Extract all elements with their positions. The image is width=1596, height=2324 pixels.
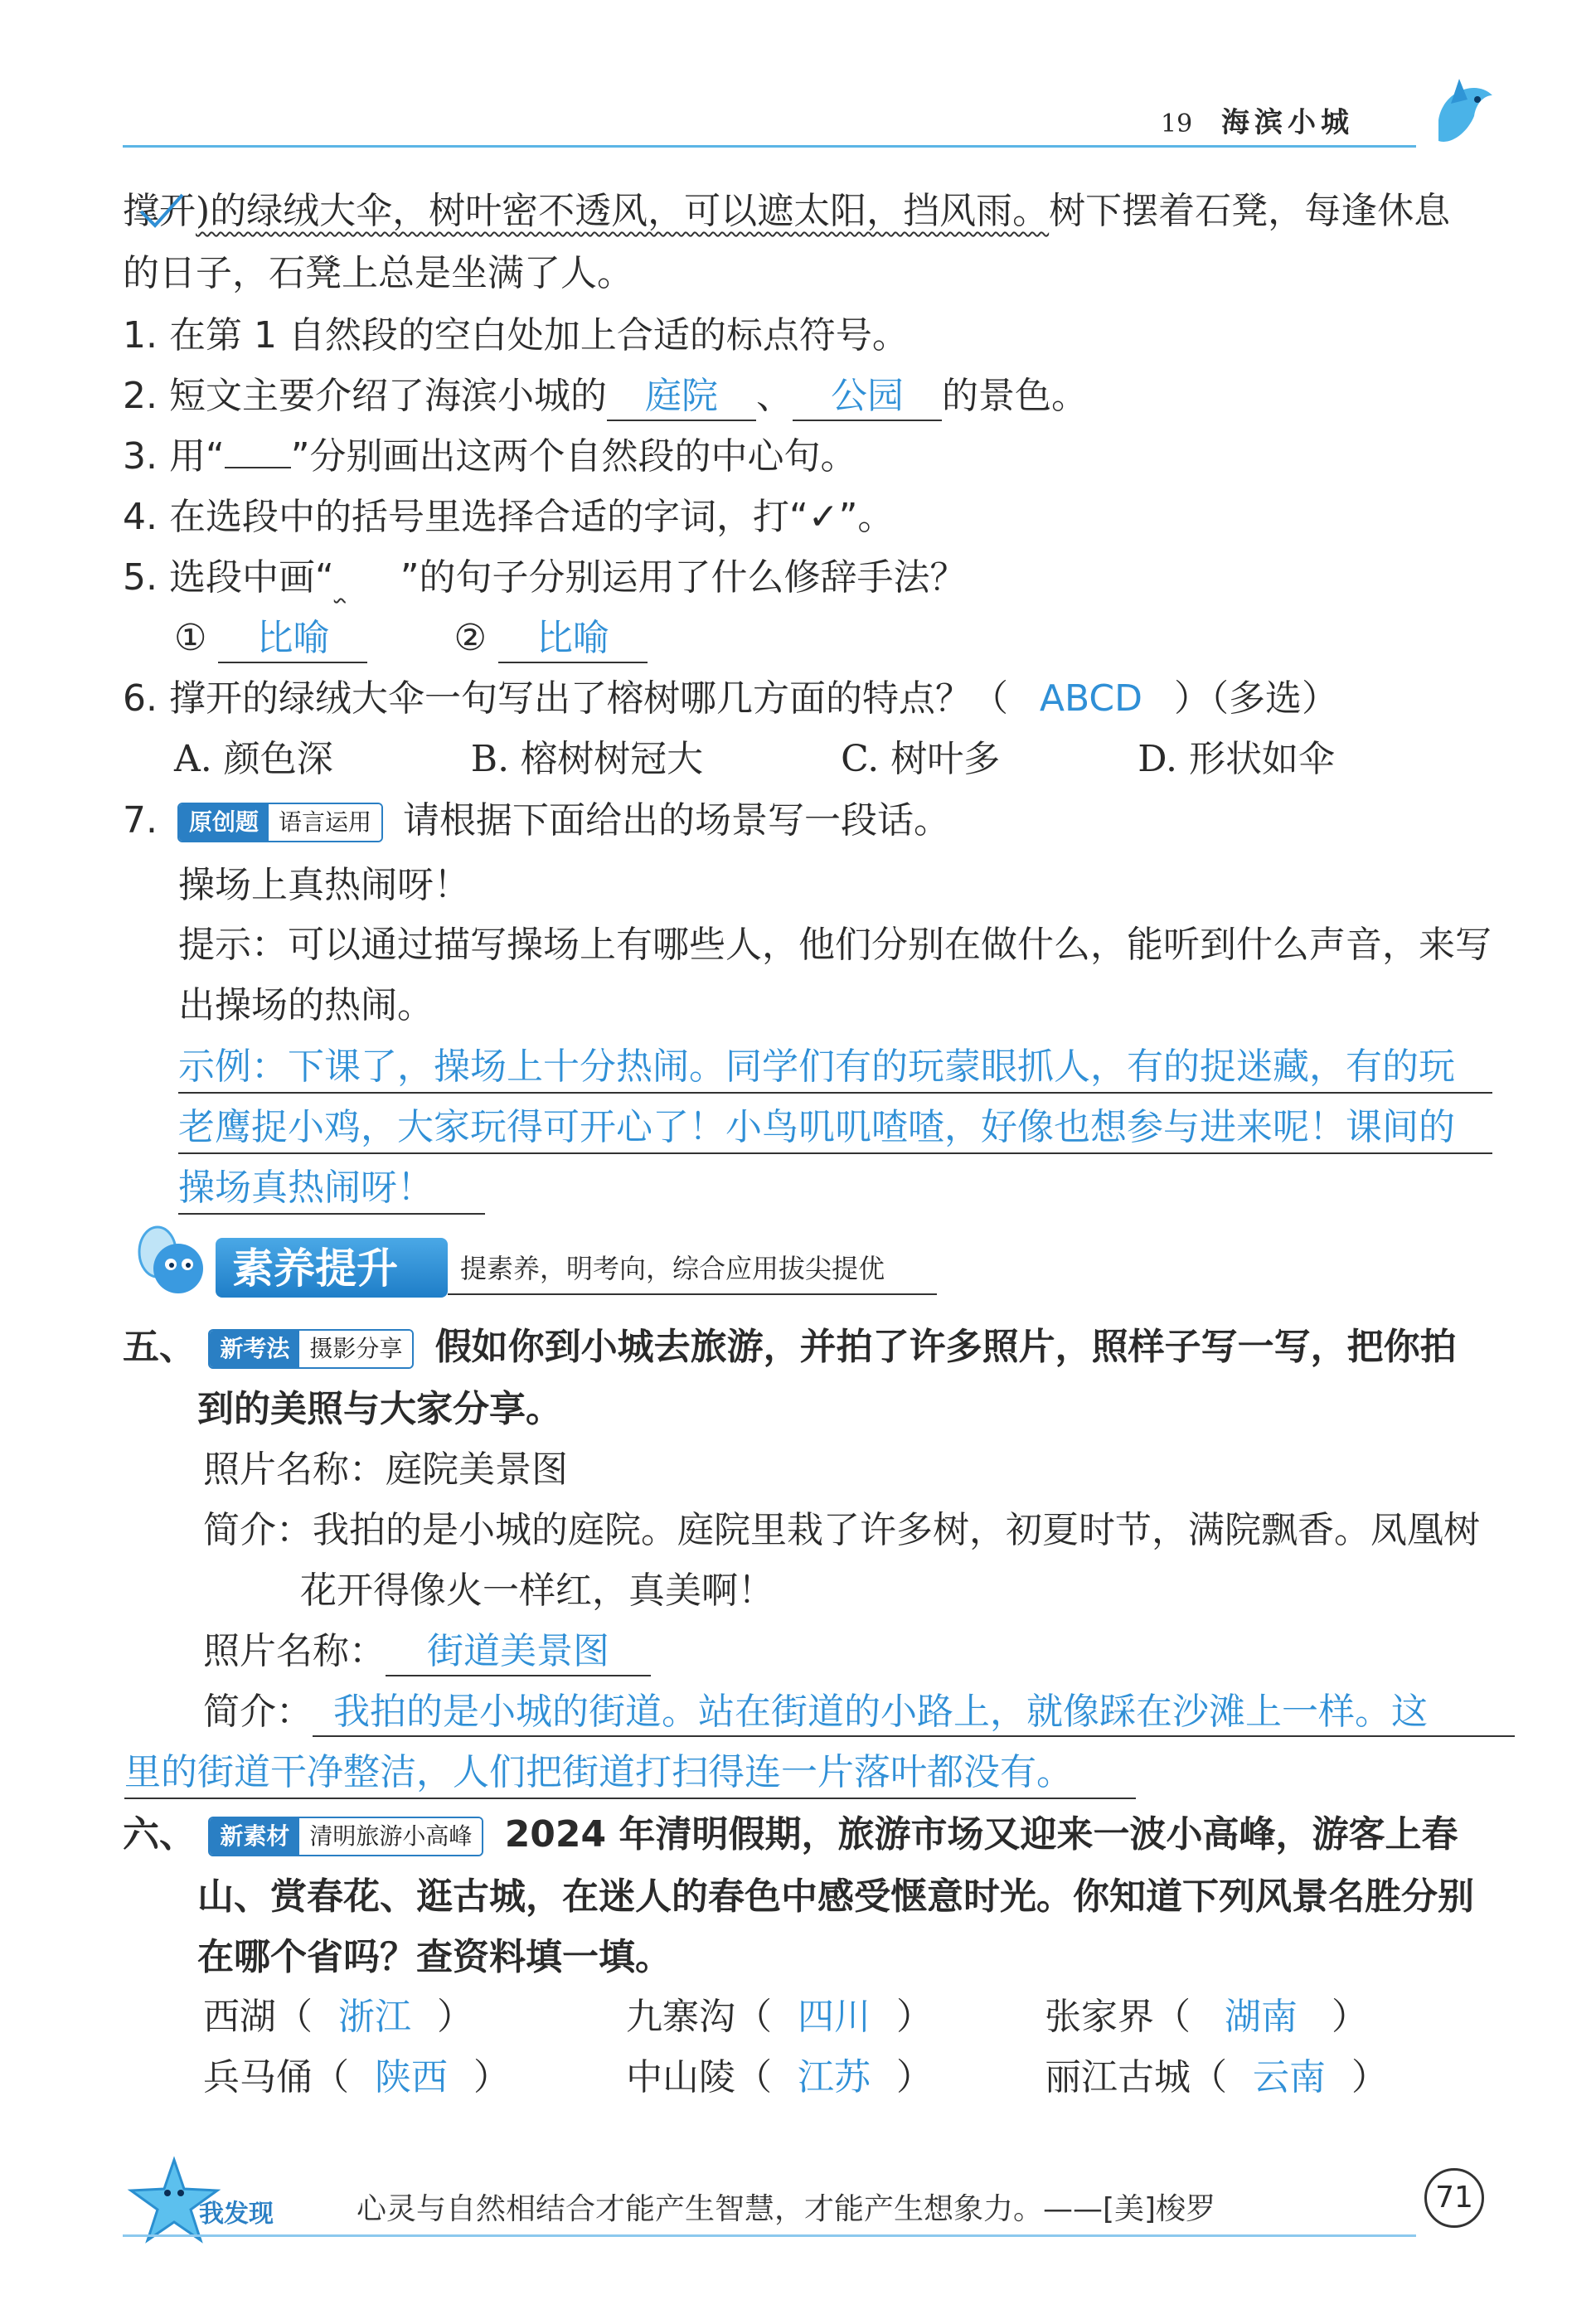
passage-line-1 [123, 187, 1450, 236]
tag-topic: 清明旅游小高峰 [299, 1818, 482, 1855]
example-intro-1: 简介：我拍的是小城的庭院。庭院里栽了许多树，初夏时节，满院飘香。凤凰树 [203, 1509, 1480, 1551]
question-4: 4. 在选段中的括号里选择合适的字词，打“✓”。 [123, 496, 895, 538]
part6-heading [123, 1810, 1458, 1860]
part5-heading [123, 1322, 1457, 1372]
q5-answer-1[interactable]: 比喻 [218, 615, 367, 663]
landmark-item [1045, 2053, 1388, 2103]
dolphin-icon [1426, 70, 1501, 153]
part5-text-1: 假如你到小城去旅游，并拍了许多照片，照样子写一写，把你拍 [434, 1326, 1457, 1368]
question-7 [123, 796, 950, 846]
q7-answer-line-1[interactable]: 示例：下课了，操场上十分热闹。同学们有的玩蒙眼抓人，有的捉迷藏，有的玩 [178, 1042, 1492, 1094]
q5-prefix: 5. 选段中画“ [123, 556, 334, 599]
marked-word: 撑开 [123, 190, 196, 232]
part5-text-2: 到的美照与大家分享。 [197, 1388, 562, 1430]
landmark-item [626, 1992, 933, 2042]
q6-answer[interactable]: ABCD [1039, 677, 1143, 720]
q5-wavy-sample [334, 553, 400, 603]
part6-number: 六、 [123, 1813, 196, 1856]
close-paren: ） [1332, 1996, 1368, 2038]
landmark-item [626, 2053, 933, 2103]
bee-mascot-icon [124, 1219, 216, 1310]
new-material-tag [208, 1817, 483, 1856]
q5-suffix: ”的句子分别运用了什么修辞手法？ [400, 556, 967, 599]
province-answer[interactable]: 云南 [1253, 2056, 1326, 2098]
close-paren: ） [473, 2056, 510, 2098]
question-2 [123, 371, 1088, 421]
q7-number: 7. [123, 799, 158, 842]
q6-suffix: ）（多选） [1173, 677, 1338, 720]
province-answer[interactable]: 江苏 [798, 2056, 871, 2098]
q7-hint-2: 出操场的热闹。 [178, 984, 434, 1026]
question-5 [123, 553, 967, 603]
question-6 [123, 674, 1338, 724]
question-5-answers [174, 614, 648, 663]
q2-prefix: 2. 短文主要介绍了海滨小城的 [123, 375, 607, 417]
q6-prefix: 6. 撑开的绿绒大伞一句写出了榕树哪几方面的特点？（ [123, 677, 1008, 720]
question-1: 1. 在第 1 自然段的空白处加上合适的标点符号。 [123, 314, 909, 357]
lesson-number: 19 [1161, 109, 1193, 138]
new-method-tag [208, 1329, 414, 1369]
q3-prefix: 3. 用“ [123, 435, 225, 478]
footer-badge: 我发现 [199, 2200, 274, 2229]
photo-name-row [203, 1627, 651, 1676]
province-answer[interactable]: 湖南 [1225, 1996, 1298, 2038]
footer-rule [123, 2234, 1416, 2237]
close-paren: ） [896, 2056, 933, 2098]
q5-answer-2[interactable]: 比喻 [498, 615, 648, 663]
option-b[interactable]: B. 榕树树冠大 [470, 738, 704, 780]
option-a[interactable]: A. 颜色深 [174, 738, 333, 780]
header [1161, 99, 1354, 145]
intro-answer-1[interactable]: 我拍的是小城的街道。站在街道的小路上，就像踩在沙滩上一样。这 [313, 1689, 1515, 1737]
q7-answer-line-3[interactable]: 操场真热闹呀！ [178, 1163, 485, 1215]
landmark-name: 九寨沟（ [626, 1996, 772, 2038]
q7-scene: 操场上真热闹呀！ [178, 864, 470, 906]
close-paren: ） [1351, 2056, 1388, 2098]
page-number: 71 [1424, 2168, 1484, 2228]
passage-text: 树下摆着石凳，每逢休息 [1049, 190, 1451, 232]
lesson-title: 海滨小城 [1221, 106, 1354, 139]
tag-label: 原创题 [179, 804, 269, 841]
close-paren: ） [437, 1996, 473, 2038]
landmark-name: 兵马俑（ [203, 2056, 349, 2098]
part5-number: 五、 [123, 1326, 196, 1368]
tag-topic: 语言运用 [269, 804, 381, 841]
option-c[interactable]: C. 树叶多 [841, 738, 1001, 780]
part6-text-3: 在哪个省吗？查资料填一填。 [197, 1936, 672, 1978]
photo-name-answer[interactable]: 街道美景图 [386, 1628, 651, 1676]
q2-answer-2[interactable]: 公园 [793, 373, 942, 421]
tag-topic: 摄影分享 [299, 1331, 412, 1367]
header-rule [123, 145, 1416, 148]
example-intro-2: 花开得像火一样红，真美啊！ [300, 1570, 774, 1612]
landmark-name: 丽江古城（ [1045, 2056, 1227, 2098]
part6-text-1: 2024 年清明假期，旅游市场又迎来一波小高峰，游客上春 [504, 1813, 1458, 1856]
close-paren: ） [896, 1996, 933, 2038]
question-3 [123, 432, 857, 482]
question-6-options [174, 735, 1401, 784]
original-question-tag [177, 803, 383, 842]
q2-sep: 、 [755, 375, 793, 417]
q2-suffix: 的景色。 [941, 375, 1088, 417]
section-rule [448, 1293, 937, 1295]
landmark-name: 西湖（ [203, 1996, 313, 2038]
checkmark-icon [137, 191, 187, 232]
intro-row [203, 1687, 1515, 1737]
q3-suffix: ”分别画出这两个自然段的中心句。 [290, 435, 857, 478]
section-title: 素养提升 [232, 1244, 398, 1293]
photo-name-label: 照片名称： [203, 1630, 386, 1672]
footer-quote: 心灵与自然相结合才能产生智慧，才能产生想象力。——[美]梭罗 [357, 2192, 1216, 2226]
q2-answer-1[interactable]: 庭院 [607, 373, 756, 421]
q3-underline-sample [225, 467, 291, 468]
passage-line-2: 的日子，石凳上总是坐满了人。 [123, 252, 633, 294]
province-answer[interactable]: 陕西 [375, 2056, 448, 2098]
landmark-name: 中山陵（ [626, 2056, 772, 2098]
example-photo-name: 照片名称：庭院美景图 [203, 1448, 568, 1491]
q7-hint-1: 提示：可以通过描写操场上有哪些人，他们分别在做什么，能听到什么声音，来写 [178, 924, 1492, 966]
intro-label: 简介： [203, 1691, 313, 1733]
tag-label: 新考法 [210, 1331, 299, 1367]
province-answer[interactable]: 浙江 [338, 1996, 411, 2038]
landmark-name: 张家界（ [1045, 1996, 1191, 2038]
landmark-item [203, 2053, 510, 2103]
q5-label-2: ② [454, 617, 487, 659]
landmark-item [1045, 1992, 1368, 2042]
tag-label: 新素材 [210, 1818, 299, 1855]
landmark-item [203, 1992, 473, 2042]
q7-answer-line-2[interactable]: 老鹰捉小鸡，大家玩得可开心了！小鸟叽叽喳喳，好像也想参与进来呢！课间的 [178, 1103, 1492, 1154]
intro-answer-2[interactable]: 里的街道干净整洁，人们把街道打扫得连一片落叶都没有。 [124, 1748, 1136, 1799]
section-subtitle: 提素养，明考向，综合应用拔尖提优 [460, 1253, 885, 1284]
option-d[interactable]: D. 形状如伞 [1138, 738, 1335, 780]
q7-text: 请根据下面给出的场景写一段话。 [403, 799, 951, 842]
province-answer[interactable]: 四川 [798, 1996, 871, 2038]
part6-text-2: 山、赏春花、逛古城，在迷人的春色中感受惬意时光。你知道下列风景名胜分别 [197, 1875, 1474, 1918]
wavy-sentence: )的绿绒大伞，树叶密不透风，可以遮太阳，挡风雨。 [196, 190, 1050, 232]
q5-label-1: ① [174, 617, 207, 659]
